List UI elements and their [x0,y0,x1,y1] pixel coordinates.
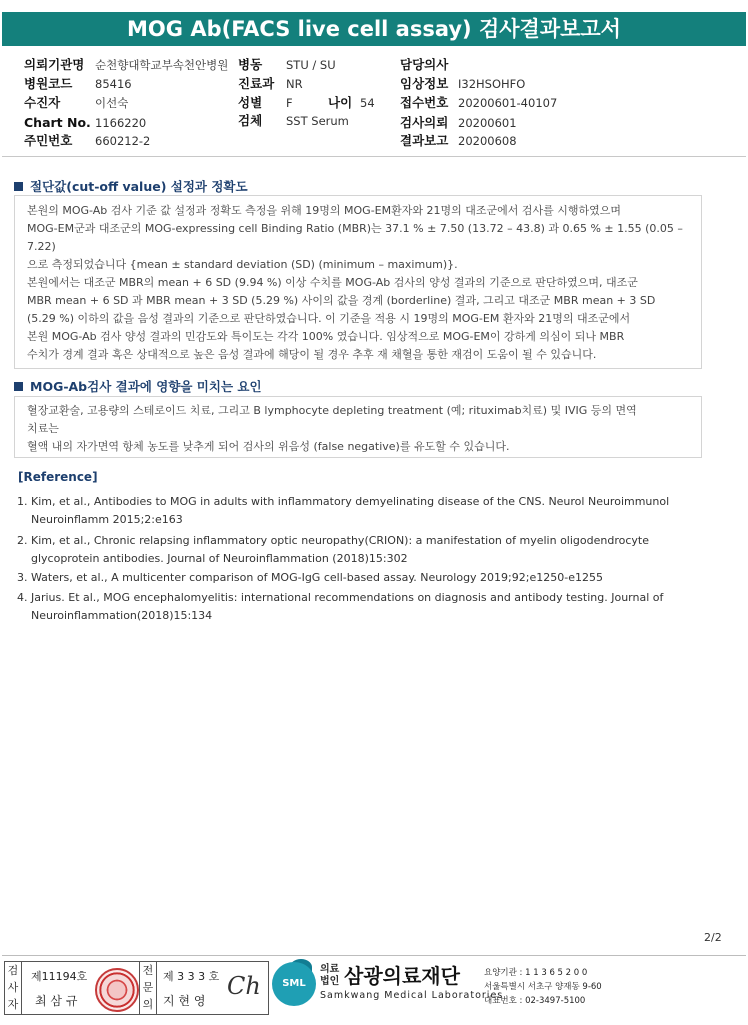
report-value: 20200608 [458,134,517,148]
section-cutoff-title: 절단값(cut-off value) 설정과 정확도 [30,179,248,194]
age-value: 54 [360,96,375,110]
specimen-label: 검체 [238,113,263,128]
reference-item: 3. Waters, et al., A multicenter comparison of MOG-IgG cell-based assay. Neurology 2019;92;e1250-e1255 [17,571,603,584]
cutoff-line-5: 본원에서는 대조군 MBR의 mean + 6 SD (9.94 %) 이상 수치를 MOG-Ab 검사의 양성 결과의 기준으로 판단하였으며, 대조군 [27,276,638,289]
reference-heading: [Reference] [18,470,98,484]
examiner-name: 최 삼 규 [35,994,78,1008]
specialist-col-char: 문 [142,981,154,994]
reference-item: Neuroinflamm 2015;2:e163 [17,513,183,526]
age-label: 나이 [328,95,353,110]
ward-value: STU / SU [286,58,336,72]
hospital-code-value: 85416 [95,77,132,91]
patient-info-block [0,54,748,154]
receipt-label: 접수번호 [400,95,449,110]
hospital-code-label: 병원코드 [24,76,73,91]
doctor-label: 담당의사 [400,57,449,72]
specialist-col-char: 의 [142,998,154,1011]
examiner-license: 제11194호 [31,970,88,983]
chart-label: Chart No. [24,115,91,130]
specialist-license: 제 3 3 3 호 [163,970,220,983]
request-label: 검사의뢰 [400,115,449,130]
specimen-value: SST Serum [286,114,349,128]
specialist-name: 지 현 영 [163,994,206,1008]
cutoff-line-3: 7.22) [27,240,56,253]
sex-label: 성별 [238,95,263,110]
org-type: 의료법인 [320,964,340,987]
sex-value: F [286,96,293,110]
resident-label: 주민번호 [24,133,73,148]
factors-line-2: 치료는 [27,422,59,435]
ward-label: 병동 [238,57,263,72]
org-phone: 대표번호 : 02-3497-5100 [484,996,586,1006]
section-factors-title: MOG-Ab검사 결과에 영향을 미치는 요인 [30,379,262,394]
resident-value: 660212-2 [95,134,151,148]
examiner-col-char: 검 [7,964,19,977]
org-address: 서울특별시 서초구 양재동 9-60 [484,982,602,992]
care-code: 요양기관 : 1 1 3 6 5 2 0 0 [484,968,588,978]
clinical-label: 임상정보 [400,76,449,91]
square-bullet-icon [14,182,23,191]
cutoff-line-7: (5.29 %) 이하의 값을 음성 결과의 기준으로 판단하였습니다. 이 기준을 적용 시 19명의 MOG-EM 환자와 21명의 대조군에서 [27,312,631,325]
request-value: 20200601 [458,116,517,130]
dept-label: 진료과 [238,76,275,91]
factors-line-3: 혈액 내의 자가면역 항체 농도를 낮추게 되어 검사의 위음성 (false negative)를 유도할 수 있습니다. [27,440,510,453]
page-number: 2/2 [704,931,722,944]
org-name: 삼광의료재단 [344,964,460,988]
reference-item: 1. Kim, et al., Antibodies to MOG in adults with inflammatory demyelinating disease of the CNS. Neurol Neuroimmunol [17,495,670,508]
collector-value: 이선숙 [95,96,129,110]
cutoff-line-8: 본원 MOG-Ab 검사 양성 결과의 민감도와 특이도는 각각 100% 였습니다. 임상적으로 MOG-EM이 강하게 의심이 되나 MBR [27,330,625,343]
reference-item: 2. Kim, et al., Chronic relapsing inflammatory optic neuropathy(CRION): a manifestation of myelin oligodendrocyte [17,534,649,547]
sml-logo-icon: SML [272,962,316,1006]
footer-divider [2,955,746,956]
institution-value: 순천향대학교부속천안병원 [95,58,229,72]
section-factors-box [14,396,702,458]
specialist-col-char: 전 [142,964,154,977]
cutoff-line-2: MOG-EM군과 대조군의 MOG-expressing cell Binding Ratio (MBR)는 37.1 % ± 7.50 (13.72 – 43.8) 과 0.65 % ± 1.55 (0.05 – [27,222,683,235]
receipt-value: 20200601-40107 [458,96,558,110]
reference-item: 4. Jarius. Et al., MOG encephalomyelitis: international recommendations on diagnosis and antibody testing. Journal of [17,591,664,604]
report-title: MOG Ab(FACS live cell assay) 검사결과보고서 [2,12,746,46]
org-name-en: Samkwang Medical Laboratories [320,990,504,1001]
dept-value: NR [286,77,303,91]
clinical-value: I32HSOHFO [458,77,526,91]
factors-line-1: 혈장교환술, 고용량의 스테로이드 치료, 그리고 B lymphocyte depleting treatment (예; rituximab치료) 및 IVIG 등의 면역 [27,404,637,417]
specialist-column [139,962,157,1014]
examiner-col-char: 사 [7,981,19,994]
signature-box [4,961,269,1015]
examiner-col-char: 자 [7,998,19,1011]
section-factors-heading [14,378,262,396]
cutoff-line-4: 으로 측정되었습니다 {mean ± standard deviation (SD) (minimum – maximum)}. [27,258,458,271]
chart-value: 1166220 [95,116,147,130]
cutoff-line-1: 본원의 MOG-Ab 검사 기준 값 설정과 정확도 측정을 위해 19명의 MOG-EM환자와 21명의 대조군에서 검사를 시행하였으며 [27,204,621,217]
section-cutoff-heading [14,178,248,196]
institution-label: 의뢰기관명 [24,57,85,72]
reference-item: Neuroinflammation(2018)15:134 [17,609,213,622]
cutoff-line-6: MBR mean + 6 SD 과 MBR mean + 3 SD (5.29 %) 사이의 값을 경계 (borderline) 결과, 그리고 대조군 MBR mean + 3 SD [27,294,656,307]
cutoff-line-9: 수치가 경계 결과 혹은 상대적으로 높은 음성 결과에 해당이 될 경우 추후 재 채혈을 통한 재검이 도움이 될 수 있습니다. [27,348,597,361]
report-label: 결과보고 [400,133,449,148]
section-cutoff-box [14,195,702,369]
info-divider [2,156,746,157]
collector-label: 수진자 [24,95,61,110]
square-bullet-icon [14,382,23,391]
signature-icon: Ch [227,972,261,1000]
examiner-column [5,962,22,1014]
reference-item: glycoprotein antibodies. Journal of Neuroinflammation (2018)15:302 [17,552,408,565]
official-seal-icon [95,968,139,1012]
